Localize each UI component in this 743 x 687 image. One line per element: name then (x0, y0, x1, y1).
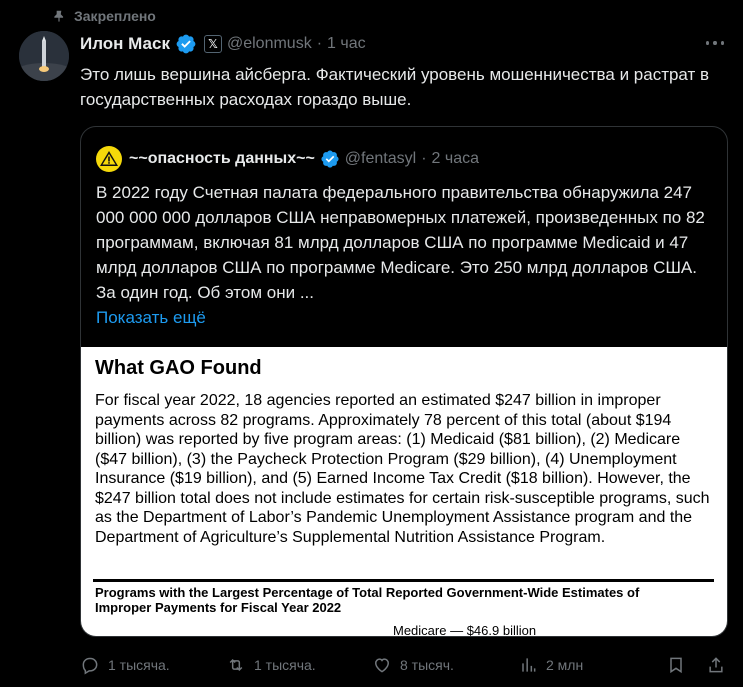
repost-count: 1 тысяча. (254, 657, 316, 673)
image-body-text: For fiscal year 2022, 18 agencies reported an estimated $247 billion in improper payments across 82 programs. Approximately 78 percent of this total (about $194 billion) was reported by five program areas: (1) Medicaid ($81 billion), (2) Medicare ($47 billion), (3) the Paycheck Protection Program ($29 billion), (4) Unemployment Insurance ($19 billion), and (5) Earned Income Tax Credit ($18 billion). However, the $247 billion total does not include estimates for certain risk-susceptible programs, such as the Department of Labor’s Pandemic Unemployment Assistance program and the Department of Agriculture’s Supplemental Nutrition Assistance Program. (95, 392, 710, 546)
heart-icon (372, 655, 392, 675)
analytics-icon (518, 655, 538, 675)
verified-badge-icon[interactable] (175, 33, 197, 55)
more-options-button[interactable] (704, 36, 726, 50)
author-avatar[interactable] (19, 31, 69, 81)
bookmark-icon (666, 655, 686, 675)
image-title: What GAO Found (95, 357, 262, 379)
tweet-text: Это лишь вершина айсберга. Фактический уровень мошенничества и растрат в государственных расходах гораздо выше. (80, 65, 710, 109)
like-count: 8 тысяч. (400, 657, 454, 673)
reply-button[interactable] (80, 652, 170, 678)
separator-dot: · (421, 150, 427, 167)
quote-avatar[interactable] (96, 146, 122, 172)
separator-dot: · (316, 35, 323, 52)
reply-icon (80, 655, 100, 675)
views-button[interactable] (518, 652, 583, 678)
hazard-icon (99, 149, 119, 169)
show-more-link[interactable]: Показать ещё (96, 308, 206, 327)
quoted-tweet[interactable] (80, 126, 728, 637)
action-bar (80, 652, 726, 678)
verified-badge-icon[interactable] (320, 149, 340, 169)
share-button[interactable] (706, 652, 726, 678)
pinned-indicator (52, 7, 156, 25)
repost-icon (226, 655, 246, 675)
pin-icon (52, 9, 66, 23)
pinned-label: Закреплено (74, 8, 156, 24)
reply-count: 1 тысяча. (108, 657, 170, 673)
repost-button[interactable] (226, 652, 316, 678)
bookmark-button[interactable] (666, 652, 686, 678)
image-chart-fragment: Medicare — $46.9 billion (393, 623, 537, 637)
avatar-image (19, 31, 69, 81)
x-affiliation-icon[interactable]: 𝕏 (204, 35, 222, 53)
quote-image[interactable] (81, 347, 727, 636)
author-name[interactable]: Илон Маск (80, 34, 170, 53)
share-icon (706, 655, 726, 675)
like-button[interactable] (372, 652, 454, 678)
image-caption: Programs with the Largest Percentage of Total Reported Government-Wide Estimates of Improper Payments for Fiscal Year 2022 (95, 585, 640, 615)
quote-author-name[interactable]: ~~опасность данных~~ (129, 150, 315, 167)
more-dot-icon (713, 41, 716, 45)
quote-text-body: В 2022 году Счетная палата федерального правительства обнаружила 247 000 000 000 долларов США неправомерных платежей, произведенных по 82 программам, включая 81 млрд долларов США по программе Medicaid и 47 млрд долларов США по программе Medicare. Это 250 млрд долларов США. За один год. Об этом они ... (96, 183, 705, 302)
quote-author-handle[interactable]: @fentasyl (344, 150, 417, 167)
quote-header (96, 146, 479, 172)
tweet-time[interactable]: 1 час (327, 35, 366, 52)
author-handle[interactable]: @elonmusk (226, 35, 312, 52)
tweet-header (80, 33, 366, 55)
more-dot-icon (706, 41, 709, 45)
image-divider (93, 579, 714, 582)
more-dot-icon (721, 41, 724, 45)
quote-time[interactable]: 2 часа (431, 150, 479, 167)
view-count: 2 млн (546, 657, 584, 673)
quote-text (96, 180, 708, 330)
